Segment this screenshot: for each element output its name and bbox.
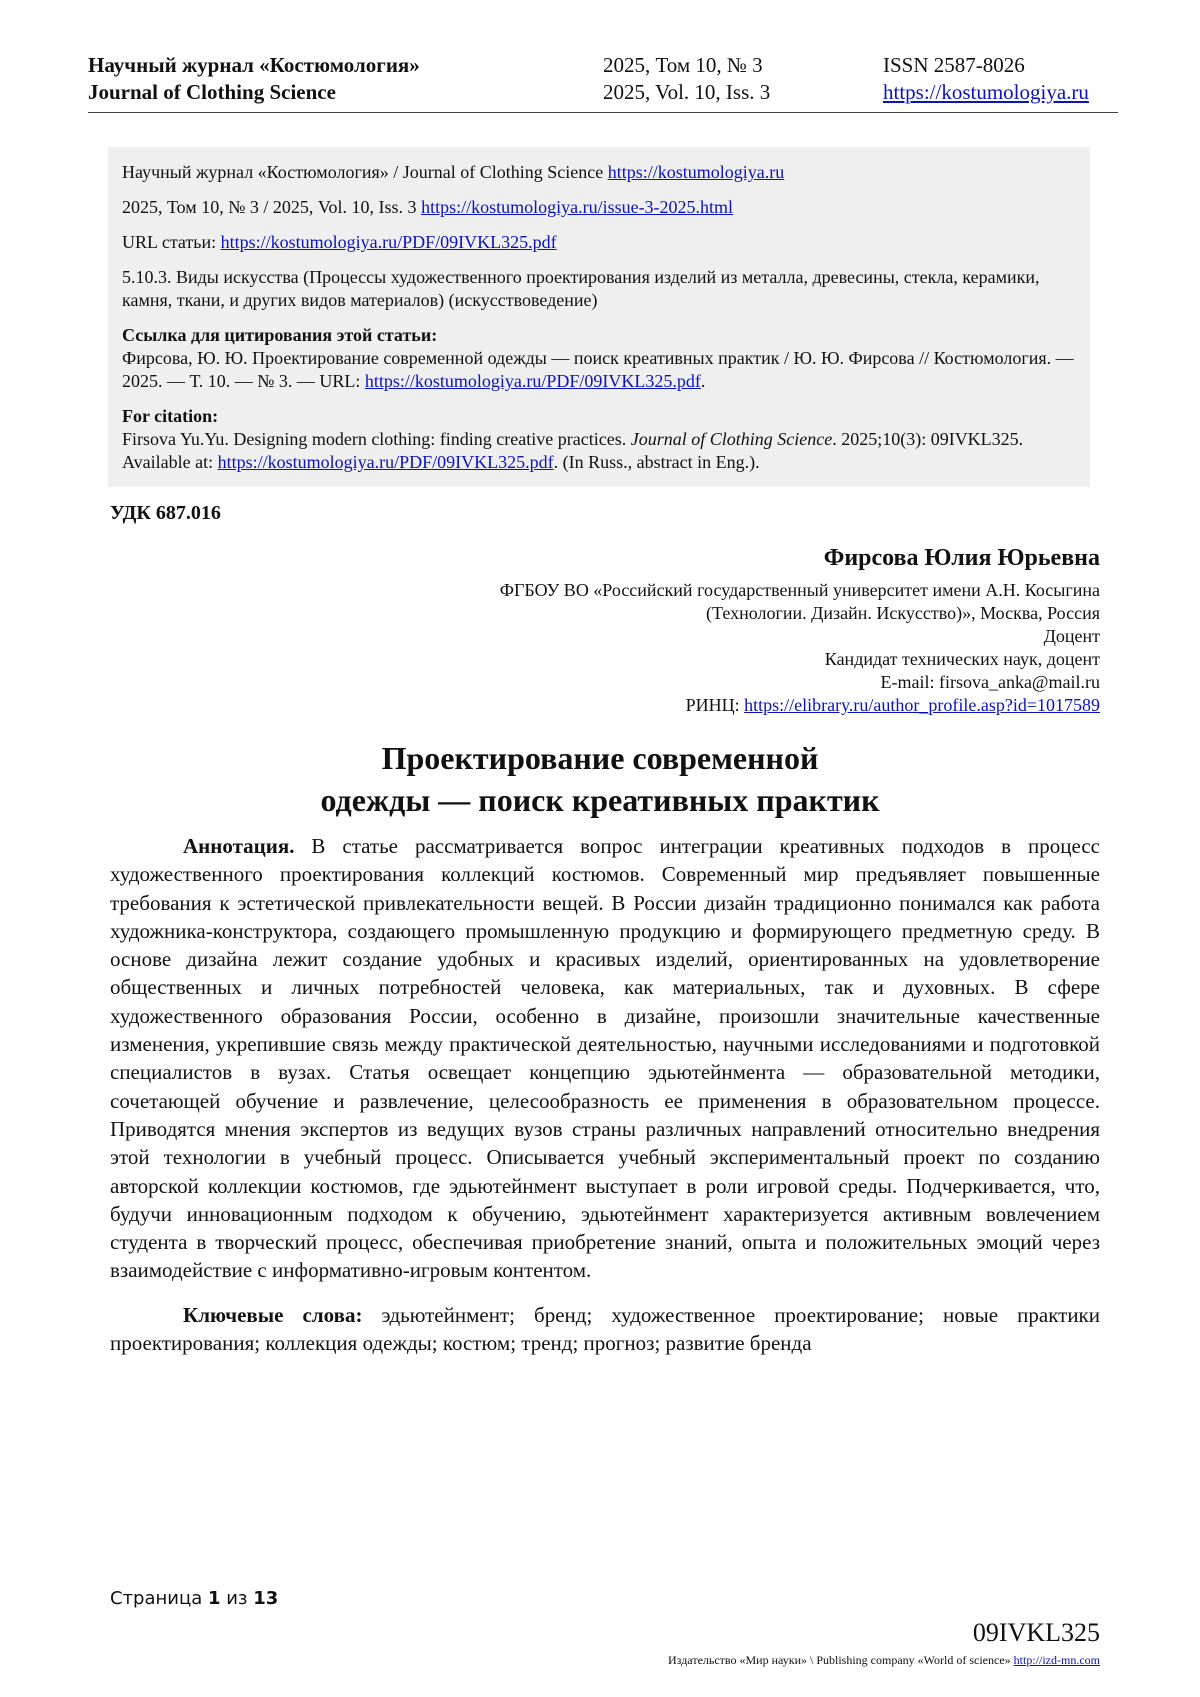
journal-site-link[interactable]: https://kostumologiya.ru — [883, 80, 1089, 104]
info-article-link[interactable]: https://kostumologiya.ru/PDF/09IVKL325.pdf — [220, 232, 557, 252]
citation-ru: Ссылка для цитирования этой статьи: Фирсова, Ю. Ю. Проектирование современной одежды — поиск креативных практик / Ю. Ю. Фирсова // Костюмология. — 2025. — Т. 10. — № 3. — URL: https://kostumologiya.ru/PDF/09IVKL325.pdf. — [122, 325, 1074, 391]
article-code: 09IVKL325 — [972, 1618, 1100, 1647]
publisher-link[interactable]: http://izd-mn.com — [1013, 1653, 1100, 1667]
journal-name-en: Journal of Clothing Science — [88, 80, 336, 104]
info-specialty: 5.10.3. Виды искусства (Процессы художественного проектирования изделий из металла, древесины, стекла, керамики, камня, ткани, и других видов материалов) (искусствоведение) — [122, 267, 1040, 310]
journal-name-ru: Научный журнал «Костюмология» — [88, 53, 420, 77]
abstract-label: Аннотация. — [183, 834, 295, 858]
page-number: Страница 1 из 13 — [110, 1588, 279, 1609]
citation-ru-link[interactable]: https://kostumologiya.ru/PDF/09IVKL325.pdf — [364, 371, 701, 391]
issue-ru: 2025, Том 10, № 3 — [603, 53, 763, 77]
author-org-line2: (Технологии. Дизайн. Искусство)», Москва, Россия — [706, 603, 1100, 623]
citation-ru-heading: Ссылка для цитирования этой статьи: — [122, 325, 438, 345]
info-issue-line: 2025, Том 10, № 3 / 2025, Vol. 10, Iss. 3 https://kostumologiya.ru/issue-3-2025.html — [122, 197, 734, 217]
author-rinc: РИНЦ: https://elibrary.ru/author_profile.asp?id=1017589 — [685, 695, 1100, 715]
abstract-paragraph — [110, 832, 1100, 1285]
issue-block — [603, 52, 770, 106]
article-info-box — [108, 147, 1090, 487]
author-rinc-link[interactable]: https://elibrary.ru/author_profile.asp?id=1017589 — [744, 695, 1100, 715]
udk-code: УДК 687.016 — [110, 502, 221, 524]
author-email: E-mail: firsova_anka@mail.ru — [880, 672, 1100, 692]
article-title — [100, 737, 1100, 821]
author-name: Фирсова Юлия Юрьевна — [823, 545, 1100, 571]
info-journal-link[interactable]: https://kostumologiya.ru — [607, 162, 785, 182]
info-journal-line: Научный журнал «Костюмология» / Journal of Clothing Science https://kostumologiya.ru — [122, 162, 785, 182]
publisher-line: Издательство «Мир науки» \ Publishing company «World of science» http://izd-mn.com — [668, 1653, 1100, 1667]
journal-name-block — [88, 52, 420, 106]
abstract-text: В статье рассматривается вопрос интеграции креативных подходов в процесс художественного проектирования коллекций костюмов. Современный мир предъявляет повышенные требования к эстетической привлекательности вещей. В России дизайн традиционно понимался как работа художника-конструктора, создающего промышленную продукцию и формирующего предметную среду. В основе дизайна лежит создание удобных и красивых изделий, ориентированных на удовлетворение общественных и личных потребностей человека, как материальных, так и духовных. В сфере художественного образования России, особенно в дизайне, произошли значительные качественные изменения, укрепившие связь между практической деятельностью, научными исследованиями и подготовкой специалистов в вузах. Статья освещает концепцию эдьютейнмента — образовательной методики, сочетающей обучение и развлечение, целесообразность ее применения в образовательном процессе. Приводятся мнения экспертов из ведущих вузов страны различных направлений относительно внедрения этой технологии в учебный процесс. Описывается учебный экспериментальный проект по созданию авторской коллекции костюмов, где эдьютейнмент выступает в роли игровой среды. Подчеркивается, что, будучи инновационным подходом к обучению, эдьютейнмент характеризуется активным вовлечением студента в творческий процесс, обеспечивая приобретение знаний, опыта и положительных эмоций через взаимодействие с информативно-игровым контентом. — [110, 834, 1100, 1283]
keywords-text: эдьютейнмент; бренд; художественное проектирование; новые практики проектирования; коллекция одежды; костюм; тренд; прогноз; развитие бренда — [110, 1302, 1100, 1356]
citation-en-heading: For citation: — [122, 406, 219, 426]
author-position: Доцент — [1043, 626, 1100, 646]
abstract-section — [110, 832, 1100, 1357]
article-title-line1: Проектирование современной — [381, 740, 819, 776]
issue-en: 2025, Vol. 10, Iss. 3 — [603, 80, 771, 104]
citation-en-link[interactable]: https://kostumologiya.ru/PDF/09IVKL325.pdf — [217, 452, 554, 472]
author-block — [340, 543, 1100, 717]
article-title-line2: одежды — поиск креативных практик — [320, 782, 880, 818]
issn: ISSN 2587-8026 — [883, 53, 1025, 77]
keywords-label: Ключевые слова: — [183, 1302, 363, 1327]
info-url-line: URL статьи: https://kostumologiya.ru/PDF/09IVKL325.pdf — [122, 232, 557, 252]
author-degree: Кандидат технических наук, доцент — [824, 649, 1100, 669]
keywords-paragraph — [110, 1301, 1100, 1358]
issn-block — [883, 52, 1089, 106]
journal-header — [88, 52, 1118, 113]
citation-en: For citation: Firsova Yu.Yu. Designing modern clothing: finding creative practices. Journal of Clothing Science. 2025;10(3): 09IVKL325. Available at: https://kostumologiya.ru/PDF/09IVKL325.pdf. (In Russ., abstract in Eng.). — [122, 406, 1024, 472]
author-org-line1: ФГБОУ ВО «Российский государственный университет имени А.Н. Косыгина — [499, 580, 1100, 600]
info-issue-link[interactable]: https://kostumologiya.ru/issue-3-2025.html — [421, 197, 734, 217]
